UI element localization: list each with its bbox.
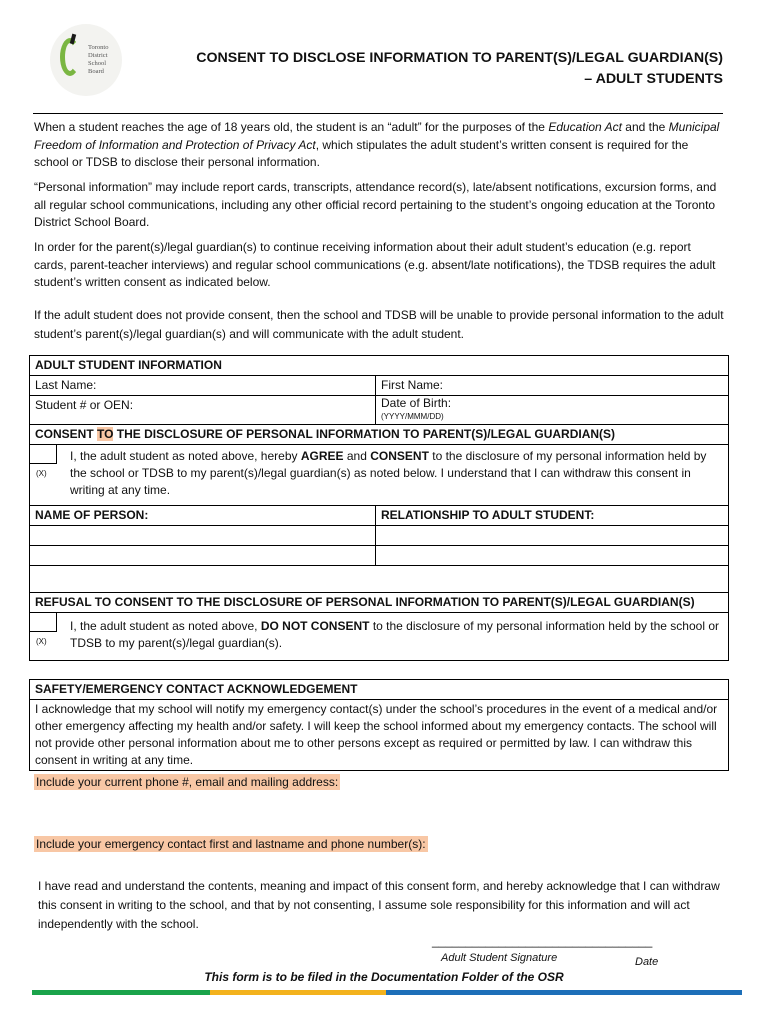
text: and <box>343 449 371 463</box>
name-of-person-cell[interactable] <box>30 546 376 566</box>
first-name-field[interactable] <box>376 376 729 396</box>
last-name-label: Last Name: <box>35 378 97 392</box>
text: and the <box>621 120 669 134</box>
text: When a student reaches the age of 18 years old, the student is an “adult” for the purposes of the <box>34 120 549 134</box>
checkbox-mark-label: (X) <box>36 469 47 478</box>
name-of-person-header: NAME OF PERSON: <box>30 506 376 526</box>
tdsb-logo <box>50 24 122 96</box>
consent-checkbox[interactable] <box>30 448 64 499</box>
footer-bar-yellow <box>210 990 386 995</box>
act-name: Education Act <box>548 120 622 134</box>
student-number-field[interactable] <box>30 396 376 425</box>
name-of-person-cell[interactable] <box>30 526 376 546</box>
first-name-label: First Name: <box>381 378 444 392</box>
act-name: Municipal Freedom of Information and Protection of Privacy Act <box>34 120 720 152</box>
safety-text: I acknowledge that my school will notify my emergency contact(s) under the school’s procedures in the event of a medical and/or other emergency affecting my health and/or safety. I will keep the school informed about my emergency contacts. The school will not provide other personal information about me to other persons except as required or permitted by law. I can withdraw this consent in writing at any time. <box>30 700 729 771</box>
last-name-field[interactable] <box>30 376 376 396</box>
logo-text <box>88 44 124 76</box>
text: I, the adult student as noted above, <box>70 619 261 633</box>
dob-label: Date of Birth: <box>381 396 452 410</box>
consent-text <box>64 448 723 499</box>
bold-word: AGREE <box>300 449 344 463</box>
consent-statement <box>30 445 729 506</box>
title-rule <box>33 113 723 114</box>
refusal-text <box>64 618 723 652</box>
text: I, the adult student as noted above, hereby <box>70 449 301 463</box>
intro-paragraph-4: If the adult student does not provide consent, then the school and TDSB will be unable to provide personal information to the adult student’s parent(s)/legal guardian(s) and will communicate with the adult student. <box>34 308 724 341</box>
logo-line: Board <box>88 68 104 75</box>
highlighted-word: TO <box>97 427 114 441</box>
bold-word: CONSENT <box>370 449 429 463</box>
dob-format: (YYYY/MMM/DD) <box>381 412 444 421</box>
safety-table <box>29 679 729 771</box>
title-line-1: CONSENT TO DISCLOSE INFORMATION TO PARENT(S)/LEGAL GUARDIAN(S) <box>196 50 723 66</box>
relationship-cell[interactable] <box>376 526 729 546</box>
closing-statement: I have read and understand the contents, meaning and impact of this consent form, and hereby acknowledge that I can withdraw this consent in writing to the school, and that by not consenting, I assume sole responsibility for this information and will act independently with the school. <box>38 879 720 931</box>
date-of-birth-field[interactable] <box>376 396 729 425</box>
refusal-statement <box>30 613 729 661</box>
text: to the disclosure of my personal information held by the school or TDSB to my parent(s)/legal guardian(s) as noted below. I understand that I can withdraw this consent in writing at any time. <box>70 449 707 497</box>
date-label: Date <box>635 956 659 968</box>
text: to the disclosure of my personal information held by the school or TDSB to my parent(s)/legal guardian(s). <box>70 619 720 650</box>
form-title <box>150 48 723 90</box>
relationship-header: RELATIONSHIP TO ADULT STUDENT: <box>376 506 729 526</box>
footer-note: This form is to be filed in the Documentation Folder of the OSR <box>204 970 564 984</box>
signature-label: Adult Student Signature <box>441 952 558 964</box>
logo-line: District <box>88 52 108 59</box>
emergency-contact-label: Include your emergency contact first and lastname and phone number(s): <box>36 837 426 851</box>
relationship-cell[interactable] <box>376 546 729 566</box>
phone-email-label: Include your current phone #, email and mailing address: <box>36 775 339 789</box>
text: THE DISCLOSURE OF PERSONAL INFORMATION TO PARENT(S)/LEGAL GUARDIAN(S) <box>113 427 616 441</box>
title-line-2: – ADULT STUDENTS <box>584 71 723 87</box>
emergency-contact-prompt <box>34 835 428 853</box>
student-info-header: ADULT STUDENT INFORMATION <box>30 356 729 376</box>
logo-line: Toronto <box>88 44 109 51</box>
text: CONSENT <box>35 427 98 441</box>
checkbox-mark-label: (X) <box>36 637 47 646</box>
text: , which stipulates the adult student’s written consent is required for the school or TDSB to disclose their personal information. <box>34 137 689 169</box>
apple-icon <box>60 38 80 76</box>
student-number-label: Student # or OEN: <box>35 398 134 412</box>
spacer-row <box>30 566 729 593</box>
intro-paragraph-2: “Personal information” may include report cards, transcripts, attendance record(s), late/absent notifications, excursion forms, and all regular school communications, including any other official record pertaining to the student’s ongoing education at the Toronto District School Board. <box>34 180 717 229</box>
consent-header <box>30 425 729 445</box>
logo-line: School <box>88 60 107 67</box>
phone-email-prompt <box>34 773 340 791</box>
bold-word: DO NOT CONSENT <box>260 619 370 633</box>
footer-bar-blue <box>386 990 742 995</box>
student-info-table <box>29 355 729 661</box>
footer-bar-green <box>32 990 210 995</box>
intro-paragraph-1 <box>34 119 724 172</box>
refusal-checkbox[interactable] <box>30 618 64 652</box>
refusal-header: REFUSAL TO CONSENT TO THE DISCLOSURE OF PERSONAL INFORMATION TO PARENT(S)/LEGAL GUARDIAN(S) <box>30 593 729 613</box>
safety-header: SAFETY/EMERGENCY CONTACT ACKNOWLEDGEMENT <box>30 680 729 700</box>
signature-line[interactable]: _________________________________ <box>432 934 653 948</box>
intro-paragraph-3: In order for the parent(s)/legal guardian(s) to continue receiving information about their adult student’s education (e.g. report cards, parent-teacher interviews) and regular school communications (e.g. absent/late notifications), the TDSB requires the adult student’s written consent as indicated below. <box>34 240 716 289</box>
